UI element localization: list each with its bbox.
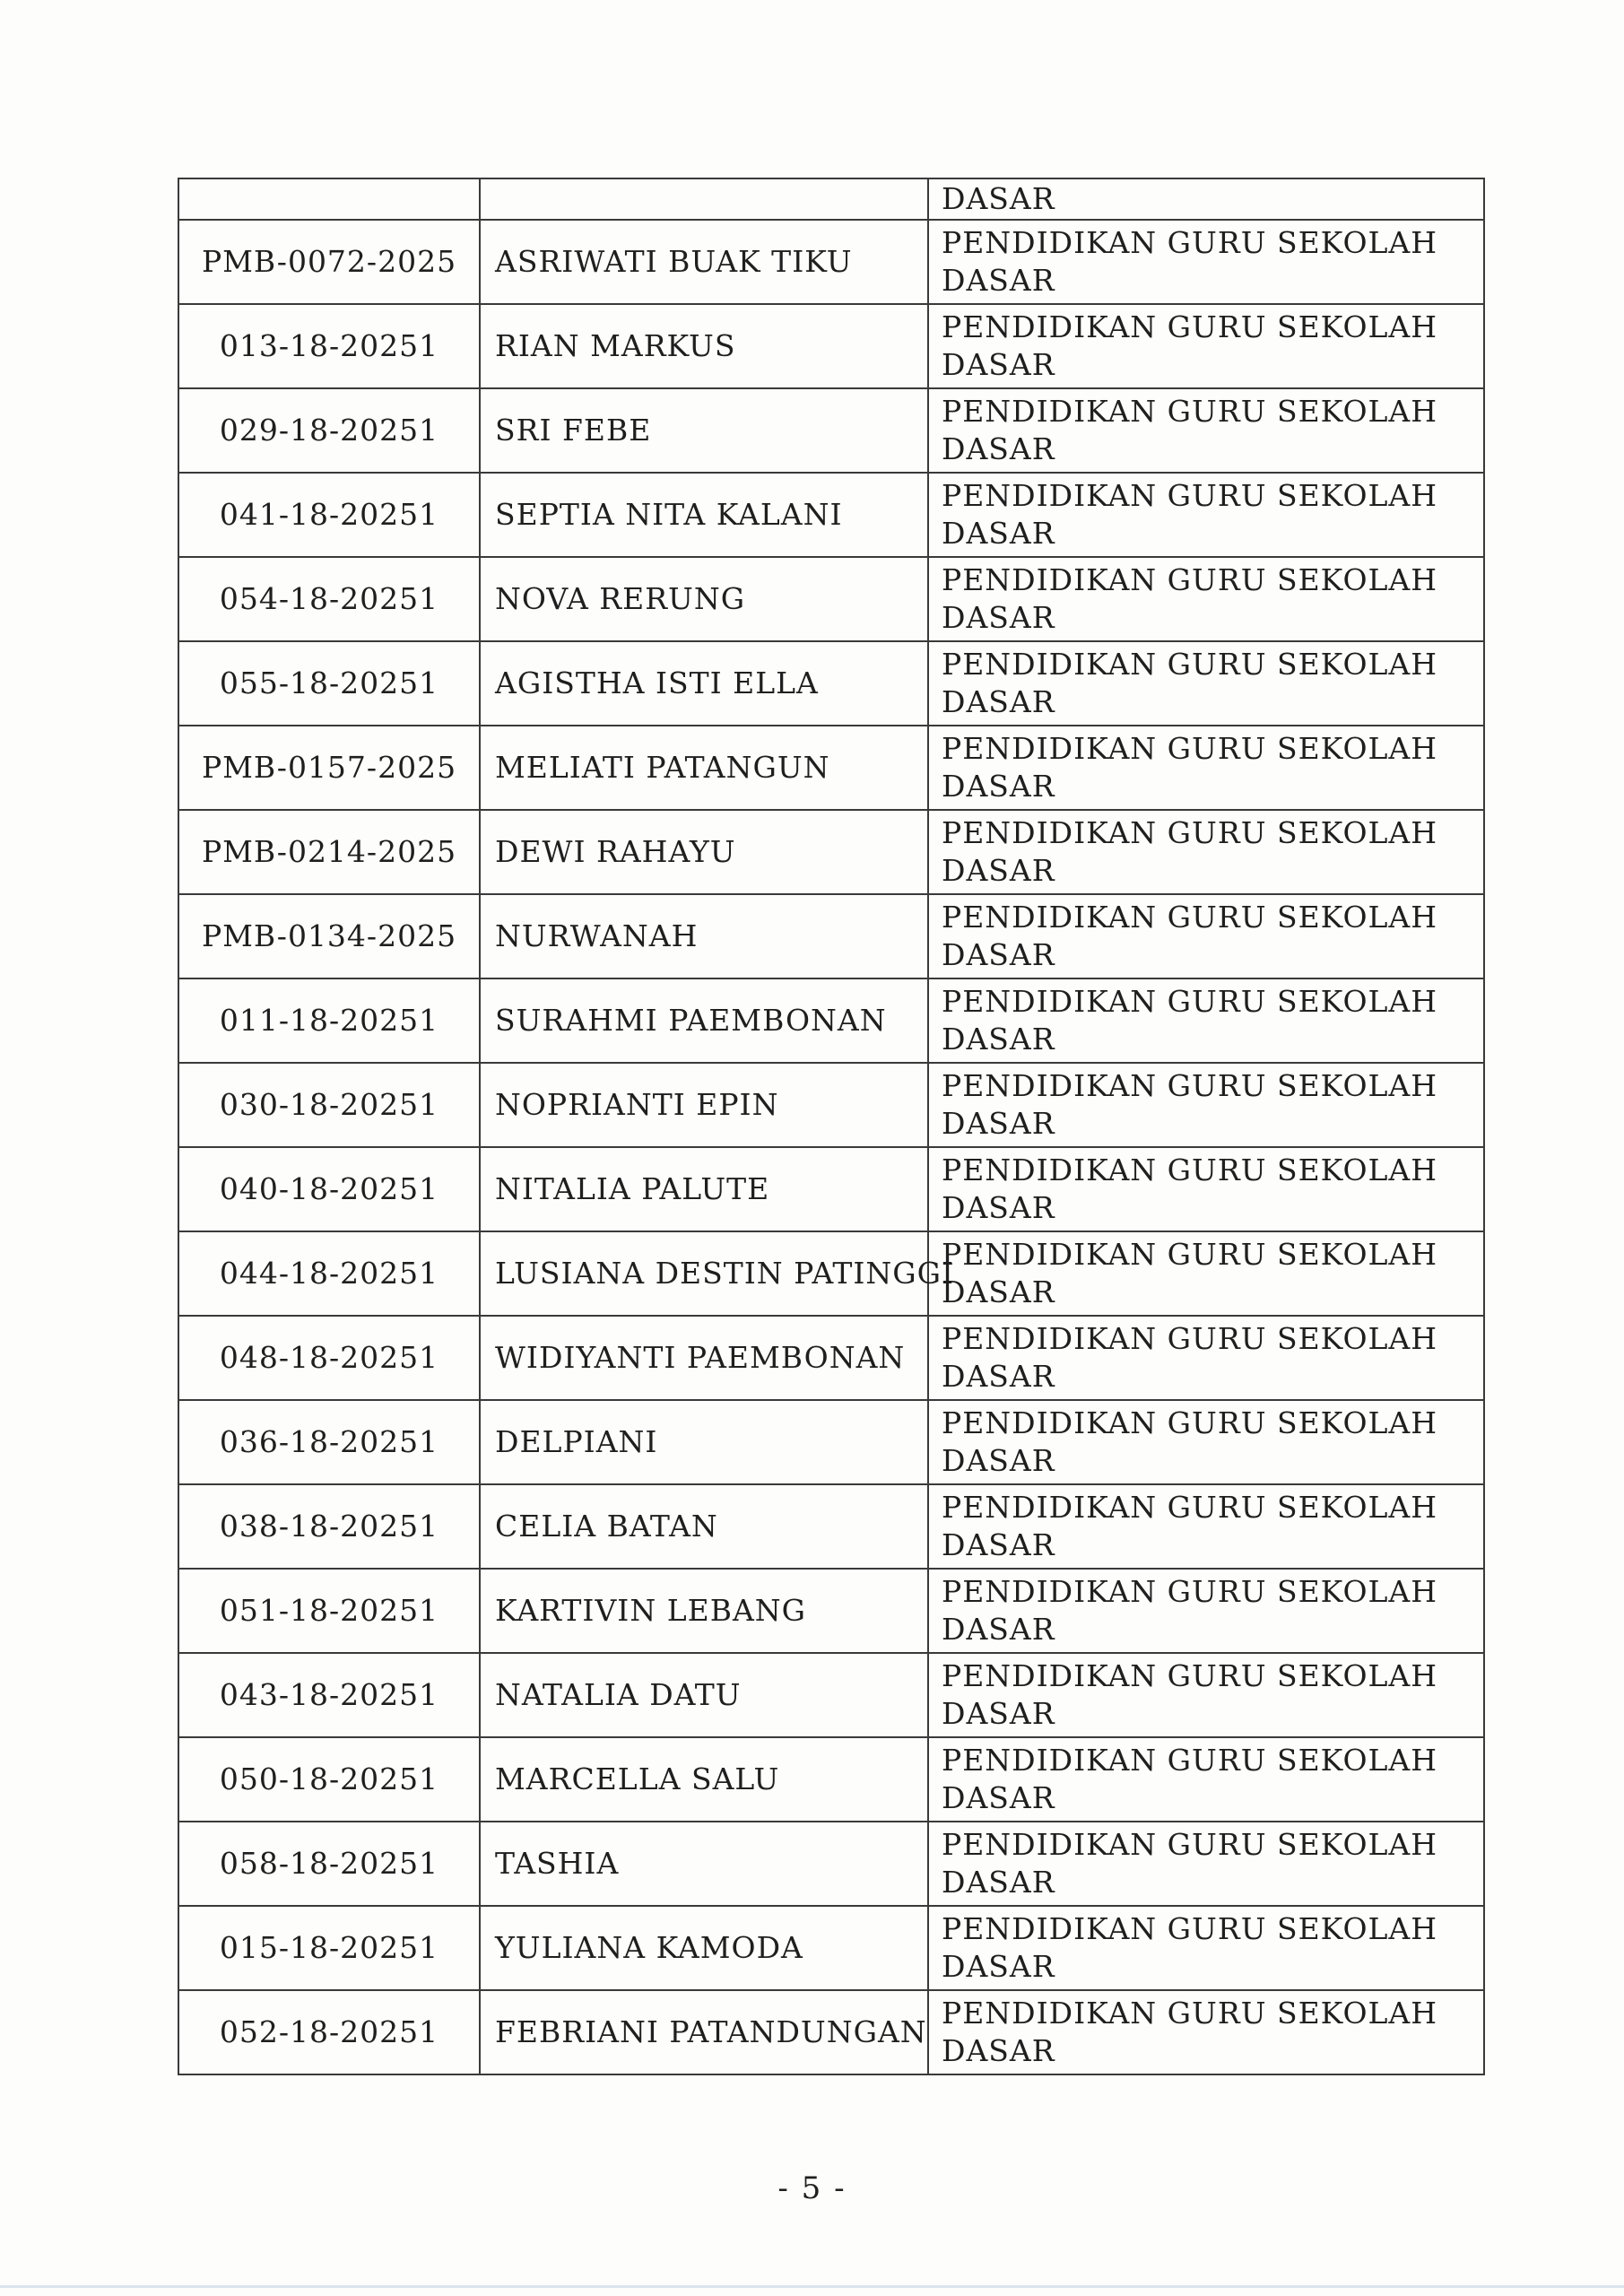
study-program-cell: DASAR <box>928 178 1484 220</box>
table-row <box>178 557 1484 641</box>
study-program-line: PENDIDIKAN GURU SEKOLAH <box>942 1490 1438 1525</box>
study-program-line: DASAR <box>942 1527 1055 1562</box>
study-program-line: PENDIDIKAN GURU SEKOLAH <box>942 478 1438 513</box>
study-program-line: PENDIDIKAN GURU SEKOLAH <box>942 1743 1438 1778</box>
table-row <box>178 1231 1484 1316</box>
table-row <box>178 1737 1484 1822</box>
registration-number-cell: 038-18-20251 <box>178 1484 480 1569</box>
student-name-cell: AGISTHA ISTI ELLA <box>480 641 928 726</box>
table-row <box>178 1990 1484 2074</box>
study-program-line: PENDIDIKAN GURU SEKOLAH <box>942 1068 1438 1103</box>
study-program-cell <box>928 894 1484 978</box>
continuation-row <box>178 178 1484 220</box>
table-row <box>178 1484 1484 1569</box>
registration-number-cell: PMB-0157-2025 <box>178 726 480 810</box>
student-name-cell: MELIATI PATANGUN <box>480 726 928 810</box>
study-program-line: DASAR <box>942 937 1055 972</box>
student-name-cell: ASRIWATI BUAK TIKU <box>480 220 928 304</box>
study-program-cell <box>928 1906 1484 1990</box>
study-program-line: PENDIDIKAN GURU SEKOLAH <box>942 731 1438 766</box>
study-program-cell <box>928 641 1484 726</box>
student-name-cell: NOPRIANTI EPIN <box>480 1063 928 1147</box>
table-row <box>178 304 1484 388</box>
page-bottom-edge <box>0 2285 1624 2288</box>
study-program-cell <box>928 1569 1484 1653</box>
study-program-line: PENDIDIKAN GURU SEKOLAH <box>942 394 1438 429</box>
registration-number-cell: 030-18-20251 <box>178 1063 480 1147</box>
registration-number-cell: 044-18-20251 <box>178 1231 480 1316</box>
student-name-cell: FEBRIANI PATANDUNGAN <box>480 1990 928 2074</box>
student-name-cell: RIAN MARKUS <box>480 304 928 388</box>
student-name-cell: SRI FEBE <box>480 388 928 473</box>
registration-number-cell: 052-18-20251 <box>178 1990 480 2074</box>
study-program-line: PENDIDIKAN GURU SEKOLAH <box>942 1658 1438 1693</box>
registration-number-cell: 055-18-20251 <box>178 641 480 726</box>
student-name-cell: WIDIYANTI PAEMBONAN <box>480 1316 928 1400</box>
study-program-line: PENDIDIKAN GURU SEKOLAH <box>942 309 1438 344</box>
study-program-line: DASAR <box>942 1612 1055 1647</box>
study-program-line: PENDIDIKAN GURU SEKOLAH <box>942 1911 1438 1946</box>
study-program-line: PENDIDIKAN GURU SEKOLAH <box>942 1321 1438 1356</box>
study-program-line: DASAR <box>942 1106 1055 1141</box>
study-program-line: DASAR <box>942 1696 1055 1731</box>
registration-number-cell: 011-18-20251 <box>178 978 480 1063</box>
table-row <box>178 894 1484 978</box>
registration-number-cell: 029-18-20251 <box>178 388 480 473</box>
study-program-cell <box>928 220 1484 304</box>
table-row <box>178 388 1484 473</box>
registration-number-cell: PMB-0214-2025 <box>178 810 480 894</box>
study-program-line: DASAR <box>942 347 1055 382</box>
study-program-line: PENDIDIKAN GURU SEKOLAH <box>942 1574 1438 1609</box>
study-program-cell <box>928 304 1484 388</box>
table-row <box>178 1906 1484 1990</box>
student-table <box>178 178 1485 2075</box>
student-name-cell: SURAHMI PAEMBONAN <box>480 978 928 1063</box>
study-program-line: PENDIDIKAN GURU SEKOLAH <box>942 562 1438 597</box>
study-program-line: DASAR <box>942 2033 1055 2068</box>
study-program-line: PENDIDIKAN GURU SEKOLAH <box>942 984 1438 1019</box>
study-program-line: DASAR <box>942 1443 1055 1478</box>
study-program-line: DASAR <box>942 600 1055 635</box>
table-row <box>178 1063 1484 1147</box>
study-program-line: DASAR <box>942 1274 1055 1309</box>
study-program-line: DASAR <box>942 1022 1055 1057</box>
table-row <box>178 1400 1484 1484</box>
study-program-line: DASAR <box>942 853 1055 888</box>
study-program-line: DASAR <box>942 431 1055 466</box>
study-program-line: DASAR <box>942 1359 1055 1394</box>
student-name-cell: LUSIANA DESTIN PATINGGI <box>480 1231 928 1316</box>
student-name-cell: KARTIVIN LEBANG <box>480 1569 928 1653</box>
student-name-cell: NITALIA PALUTE <box>480 1147 928 1231</box>
study-program-cell <box>928 557 1484 641</box>
study-program-cell <box>928 1822 1484 1906</box>
study-program-cell <box>928 1063 1484 1147</box>
registration-number-cell: 015-18-20251 <box>178 1906 480 1990</box>
table-row <box>178 810 1484 894</box>
student-name-cell: NOVA RERUNG <box>480 557 928 641</box>
table-row <box>178 726 1484 810</box>
study-program-cell <box>928 1990 1484 2074</box>
student-name-cell: MARCELLA SALU <box>480 1737 928 1822</box>
study-program-cell <box>928 1231 1484 1316</box>
student-name-cell: DEWI RAHAYU <box>480 810 928 894</box>
table-row <box>178 473 1484 557</box>
page-number: - 5 - <box>777 2170 847 2206</box>
table-row <box>178 1147 1484 1231</box>
table-row <box>178 1653 1484 1737</box>
study-program-line: PENDIDIKAN GURU SEKOLAH <box>942 815 1438 850</box>
student-table-body <box>178 178 1484 2074</box>
study-program-line: PENDIDIKAN GURU SEKOLAH <box>942 647 1438 682</box>
study-program-cell <box>928 810 1484 894</box>
registration-number-cell: 048-18-20251 <box>178 1316 480 1400</box>
registration-number-cell: 040-18-20251 <box>178 1147 480 1231</box>
student-name-cell: YULIANA KAMODA <box>480 1906 928 1990</box>
registration-number-cell: PMB-0134-2025 <box>178 894 480 978</box>
study-program-line: PENDIDIKAN GURU SEKOLAH <box>942 1405 1438 1440</box>
student-name-cell: NATALIA DATU <box>480 1653 928 1737</box>
study-program-cell <box>928 388 1484 473</box>
student-name-cell <box>480 178 928 220</box>
student-name-cell: TASHIA <box>480 1822 928 1906</box>
study-program-line: PENDIDIKAN GURU SEKOLAH <box>942 900 1438 935</box>
student-name-cell: CELIA BATAN <box>480 1484 928 1569</box>
study-program-line: PENDIDIKAN GURU SEKOLAH <box>942 1827 1438 1862</box>
study-program-line: DASAR <box>942 1780 1055 1815</box>
study-program-line: PENDIDIKAN GURU SEKOLAH <box>942 1237 1438 1272</box>
registration-number-cell: 050-18-20251 <box>178 1737 480 1822</box>
table-row <box>178 978 1484 1063</box>
study-program-cell <box>928 1653 1484 1737</box>
student-name-cell: NURWANAH <box>480 894 928 978</box>
student-name-cell: DELPIANI <box>480 1400 928 1484</box>
registration-number-cell: 013-18-20251 <box>178 304 480 388</box>
table-row <box>178 220 1484 304</box>
table-row <box>178 1569 1484 1653</box>
table-row <box>178 1822 1484 1906</box>
registration-number-cell: 051-18-20251 <box>178 1569 480 1653</box>
study-program-line: DASAR <box>942 263 1055 298</box>
study-program-cell <box>928 1484 1484 1569</box>
registration-number-cell: PMB-0072-2025 <box>178 220 480 304</box>
study-program-line: DASAR <box>942 684 1055 719</box>
registration-number-cell: 058-18-20251 <box>178 1822 480 1906</box>
study-program-cell <box>928 726 1484 810</box>
study-program-line: PENDIDIKAN GURU SEKOLAH <box>942 225 1438 260</box>
study-program-line: DASAR <box>942 1190 1055 1225</box>
study-program-line: DASAR <box>942 769 1055 804</box>
student-name-cell: SEPTIA NITA KALANI <box>480 473 928 557</box>
study-program-line: PENDIDIKAN GURU SEKOLAH <box>942 1996 1438 2031</box>
study-program-cell <box>928 1147 1484 1231</box>
table-row <box>178 1316 1484 1400</box>
registration-number-cell: 054-18-20251 <box>178 557 480 641</box>
study-program-cell <box>928 473 1484 557</box>
study-program-line: DASAR <box>942 516 1055 551</box>
registration-number-cell: 036-18-20251 <box>178 1400 480 1484</box>
study-program-line: DASAR <box>942 1865 1055 1900</box>
study-program-cell <box>928 978 1484 1063</box>
study-program-cell <box>928 1316 1484 1400</box>
registration-number-cell: 043-18-20251 <box>178 1653 480 1737</box>
study-program-cell <box>928 1737 1484 1822</box>
study-program-cell <box>928 1400 1484 1484</box>
registration-number-cell: 041-18-20251 <box>178 473 480 557</box>
registration-number-cell <box>178 178 480 220</box>
table-row <box>178 641 1484 726</box>
study-program-line: PENDIDIKAN GURU SEKOLAH <box>942 1152 1438 1187</box>
study-program-line: DASAR <box>942 1949 1055 1984</box>
